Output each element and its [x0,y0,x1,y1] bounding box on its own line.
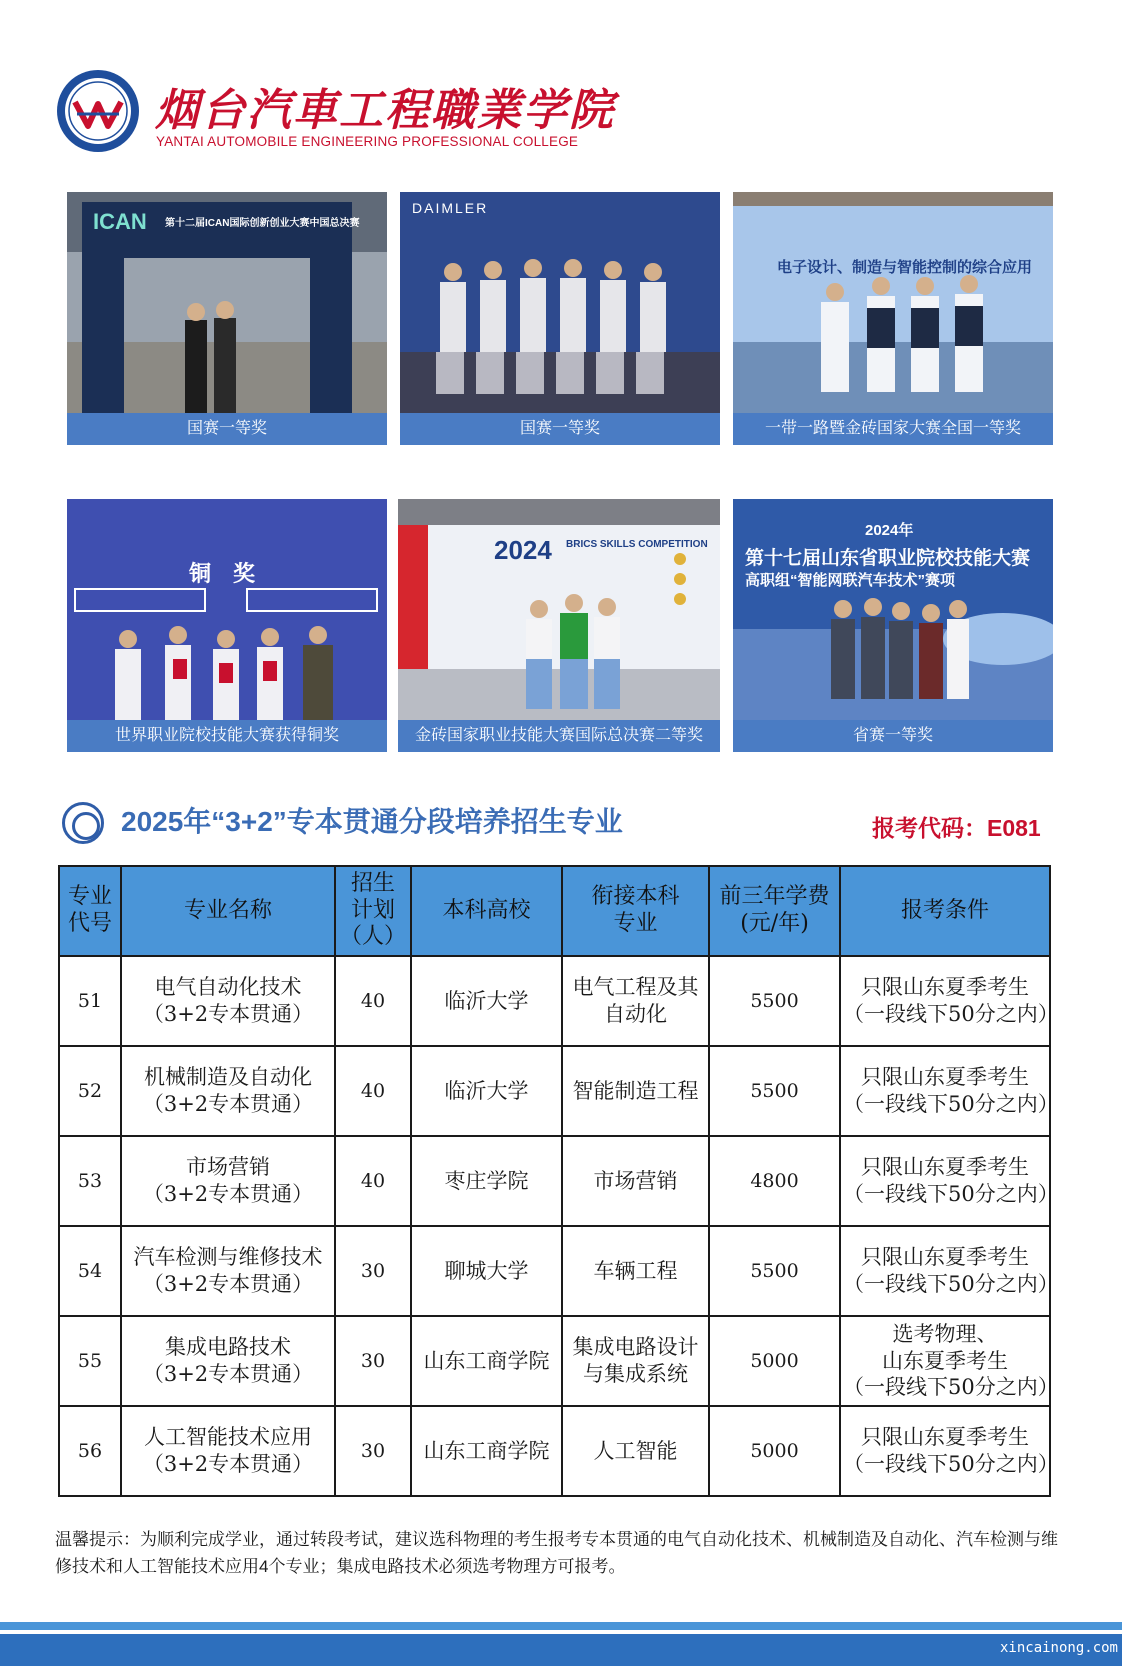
cell-fee: 5000 [709,1406,840,1496]
photo-caption: 金砖国家职业技能大赛国际总决赛二等奖 [398,720,720,752]
college-logo-seal [55,68,141,154]
photo-caption: 国赛一等奖 [67,413,387,445]
cell-major-name: 市场营销 （3+2专本贯通） [121,1136,335,1226]
majors-table [58,865,1059,1497]
cell-bachelor-major: 人工智能 [562,1406,709,1496]
cell-condition: 选考物理、 山东夏季考生 （一段线下50分之内） [840,1316,1050,1406]
cell-plan: 40 [335,956,411,1046]
photo-caption: 世界职业院校技能大赛获得铜奖 [67,720,387,752]
cell-fee: 5500 [709,1046,840,1136]
cell-bachelor-major: 智能制造工程 [562,1046,709,1136]
award-photo-1 [67,192,387,445]
table-row [59,956,1050,1046]
photo-scene-brics-final [398,499,720,720]
photo-banner-year: 2024年 [865,522,914,539]
table-row [59,1046,1050,1136]
cell-university: 山东工商学院 [411,1316,562,1406]
cell-plan: 40 [335,1046,411,1136]
photo-banner-text: 电子设计、制造与智能控制的综合应用 [777,259,1033,276]
application-code: 报考代码：E081 [872,815,1041,841]
cell-bachelor-major: 集成电路设计 与集成系统 [562,1316,709,1406]
cell-plan: 30 [335,1226,411,1316]
header-cell: 专业名称 [121,866,335,956]
photo-scene-brics-backdrop [733,192,1053,413]
cell-fee: 5500 [709,956,840,1046]
photo-banner-text: 第十二届ICAN国际创新创业大赛中国总决赛 [165,218,360,229]
photo-scene-daimler-stage [400,192,720,413]
college-name-cn: 烟台汽車工程職業学院 [155,85,615,136]
table-header-row [59,866,1050,956]
cell-university: 临沂大学 [411,1046,562,1136]
cell-major-name: 汽车检测与维修技术 （3+2专本贯通） [121,1226,335,1316]
cell-code: 56 [59,1406,121,1496]
table-row [59,1316,1050,1406]
cell-code: 52 [59,1046,121,1136]
footer-divider [0,1622,1122,1630]
cell-code: 55 [59,1316,121,1406]
college-name-en: YANTAI AUTOMOBILE ENGINEERING PROFESSIONAL COLLEGE [156,134,579,149]
photo-scene-bronze-award [67,499,387,720]
cell-major-name: 人工智能技术应用 （3+2专本贯通） [121,1406,335,1496]
section-title: 2025年“3+2”专本贯通分段培养招生专业 [121,806,623,837]
cell-plan: 30 [335,1316,411,1406]
award-photo-3 [733,192,1053,445]
cell-fee: 5500 [709,1226,840,1316]
section-circle-icon [62,802,104,844]
cell-university: 聊城大学 [411,1226,562,1316]
cell-condition: 只限山东夏季考生 （一段线下50分之内） [840,1226,1050,1316]
cell-major-name: 集成电路技术 （3+2专本贯通） [121,1316,335,1406]
photo-caption: 国赛一等奖 [400,413,720,445]
cell-bachelor-major: 电气工程及其 自动化 [562,956,709,1046]
cell-code: 51 [59,956,121,1046]
table-row [59,1136,1050,1226]
award-photo-4 [67,499,387,752]
photo-banner-year: 2024 [494,535,552,565]
cell-university: 临沂大学 [411,956,562,1046]
cell-code: 54 [59,1226,121,1316]
cell-fee: 5000 [709,1316,840,1406]
award-photo-2 [400,192,720,445]
cell-condition: 只限山东夏季考生 （一段线下50分之内） [840,956,1050,1046]
watermark-text: xincainong.com [999,1640,1118,1656]
cell-condition: 只限山东夏季考生 （一段线下50分之内） [840,1046,1050,1136]
cell-university: 枣庄学院 [411,1136,562,1226]
table-row [59,1226,1050,1316]
photo-banner-text: BRICS SKILLS COMPETITION [566,539,708,550]
cell-plan: 30 [335,1406,411,1496]
cell-condition: 只限山东夏季考生 （一段线下50分之内） [840,1136,1050,1226]
photo-banner-subtext: 高职组“智能网联汽车技术”赛项 [745,572,956,589]
photo-caption: 省赛一等奖 [733,720,1053,752]
cell-university: 山东工商学院 [411,1406,562,1496]
cell-major-name: 电气自动化技术 （3+2专本贯通） [121,956,335,1046]
photo-banner-text: 第十七届山东省职业院校技能大赛 [745,548,1031,569]
cell-major-name: 机械制造及自动化 （3+2专本贯通） [121,1046,335,1136]
header-cell: 前三年学费 (元/年) [709,866,840,956]
cell-fee: 4800 [709,1136,840,1226]
header-cell: 专业 代号 [59,866,121,956]
college-header [55,68,615,156]
cell-condition: 只限山东夏季考生 （一段线下50分之内） [840,1406,1050,1496]
table-row [59,1406,1050,1496]
header-cell: 衔接本科 专业 [562,866,709,956]
header-cell: 招生 计划 （人） [335,866,411,956]
cell-plan: 40 [335,1136,411,1226]
cell-bachelor-major: 市场营销 [562,1136,709,1226]
cell-bachelor-major: 车辆工程 [562,1226,709,1316]
photo-banner-logo: ICAN [93,209,147,234]
header-cell: 本科高校 [411,866,562,956]
award-photo-6 [733,499,1053,752]
photo-caption: 一带一路暨金砖国家大赛全国一等奖 [733,413,1053,445]
photo-banner-text: DAIMLER [412,200,489,216]
footer-bar [0,1634,1122,1666]
photo-banner-text: 铜 奖 [189,561,256,586]
header-cell: 报考条件 [840,866,1050,956]
award-photo-5 [398,499,720,752]
notice-text: 温馨提示：为顺利完成学业，通过转段考试，建议选科物理的考生报考专本贯通的电气自动化技术、机械制造及自动化、汽车检测与维修技术和人工智能技术应用4个专业；集成电路技术必须选考物理方可报考。 [55,1530,1058,1576]
cell-code: 53 [59,1136,121,1226]
